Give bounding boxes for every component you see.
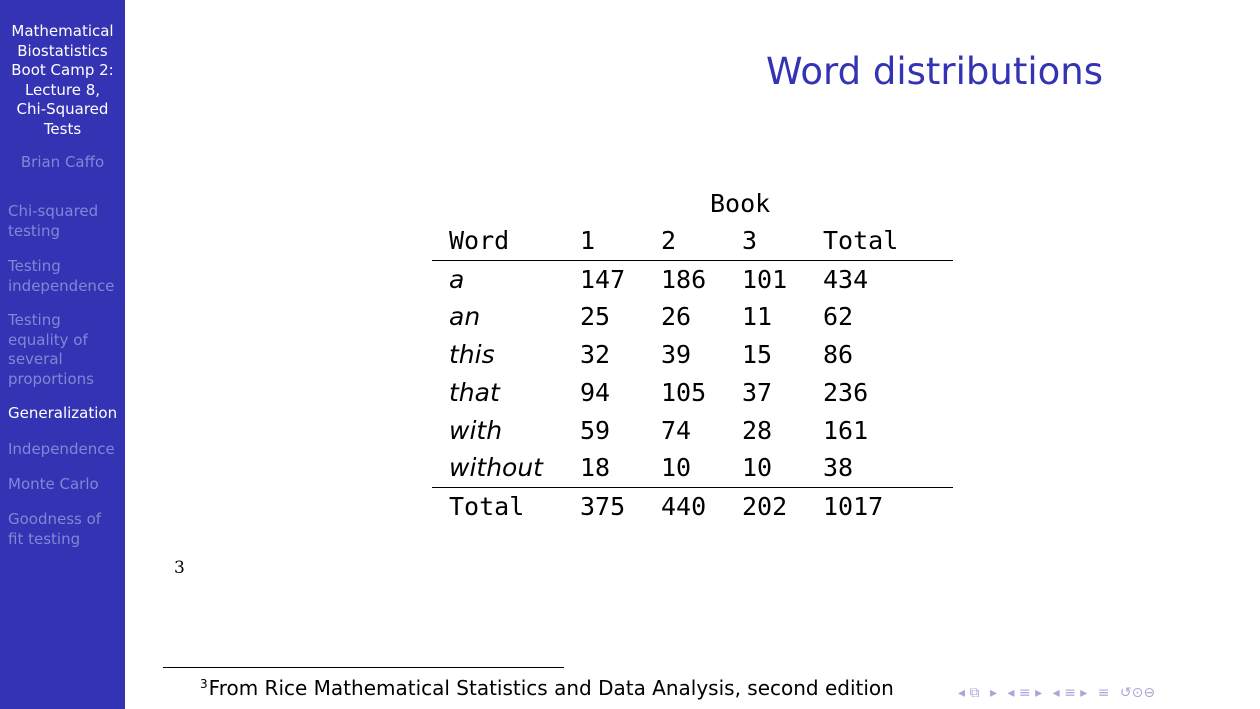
table-cell: 28 — [742, 415, 773, 445]
word-cell: this — [449, 340, 495, 370]
sidebar-section-line: Testing — [8, 257, 61, 275]
total-cell: 440 — [661, 491, 707, 521]
sidebar-section-line: testing — [8, 221, 61, 240]
nav-right-arrow-icon[interactable]: ▸ — [1080, 685, 1088, 701]
table-cell: 38 — [823, 449, 953, 487]
table-cell: 10 — [661, 449, 742, 487]
sidebar-title-line: Boot Camp 2: — [11, 61, 114, 79]
beamer-navigation — [958, 684, 1252, 702]
sidebar-section-line: equality of — [8, 330, 88, 349]
table-cell: 434 — [823, 264, 869, 294]
table-cell: 147 — [580, 264, 626, 294]
column-header: 1 — [580, 222, 661, 260]
data-table — [432, 222, 953, 526]
sidebar-section-independence[interactable] — [8, 440, 123, 460]
nav-left-arrow-icon[interactable]: ◂ — [1007, 685, 1015, 701]
table-cell: 15 — [742, 340, 773, 370]
table-row — [432, 412, 953, 450]
sidebar-section-line: Monte Carlo — [8, 475, 99, 493]
word-cell: a — [449, 264, 465, 294]
nav-search-icon[interactable]: ↺⊙⊖ — [1119, 685, 1156, 701]
table-cell: 94 — [580, 377, 611, 407]
sidebar-section-goodness-of-fit[interactable] — [8, 510, 123, 549]
total-cell: 375 — [580, 491, 626, 521]
table-cell: 32 — [580, 340, 611, 370]
table-cell: 18 — [580, 449, 661, 487]
table-super-header: Book — [710, 189, 771, 218]
table-cell: 105 — [661, 377, 707, 407]
word-cell: with — [449, 415, 503, 445]
nav-left-arrow-icon[interactable]: ◂ — [958, 685, 966, 701]
sidebar-section-line: Independence — [8, 440, 115, 458]
table-header-row — [432, 222, 953, 260]
table-row — [432, 449, 953, 487]
footnote — [200, 673, 894, 703]
nav-align-icon[interactable]: ≡ — [1097, 685, 1110, 701]
table-cell: 186 — [661, 264, 707, 294]
sidebar-section-line: fit testing — [8, 529, 81, 548]
table-row — [432, 298, 953, 336]
sidebar-section-chi-squared-testing[interactable] — [8, 202, 123, 241]
table-cell: 37 — [742, 377, 773, 407]
table-row — [432, 260, 953, 298]
sidebar-section-line: Chi-squared — [8, 202, 99, 220]
word-cell: an — [449, 302, 481, 332]
table-cell: 86 — [823, 340, 854, 370]
table-cell: 161 — [823, 415, 869, 445]
nav-frame-icon[interactable]: ⧉ — [969, 685, 980, 701]
column-header: Total — [823, 222, 953, 260]
sidebar-title-line: Biostatistics — [17, 41, 108, 60]
table-cell: 59 — [580, 415, 611, 445]
sidebar-title-line: Lecture 8, — [24, 80, 101, 99]
footnote-number: 3 — [200, 677, 208, 691]
sidebar-author[interactable]: Brian Caffo — [20, 153, 105, 171]
sidebar-section-line: several — [8, 350, 63, 368]
nav-right-arrow-icon[interactable]: ▸ — [1035, 685, 1043, 701]
nav-left-arrow-icon[interactable]: ◂ — [1052, 685, 1060, 701]
table-cell: 25 — [580, 302, 611, 332]
column-header: 2 — [661, 222, 742, 260]
table-cell: 11 — [742, 302, 773, 332]
nav-section-icon[interactable]: ≡ — [1064, 685, 1076, 701]
table-row — [432, 374, 953, 412]
word-distribution-table — [432, 185, 953, 526]
sidebar-section-line: Goodness of — [8, 510, 102, 528]
table-row — [432, 336, 953, 374]
sidebar-title-line: Mathematical — [11, 22, 114, 40]
table-cell: 236 — [823, 377, 869, 407]
table-cell: 62 — [823, 302, 854, 332]
word-cell: without — [432, 449, 580, 487]
total-cell: 202 — [742, 491, 788, 521]
word-cell: that — [449, 377, 500, 407]
sidebar-section-testing-independence[interactable] — [8, 257, 123, 296]
total-cell: 1017 — [823, 491, 884, 521]
nav-subsection-icon[interactable]: ≡ — [1018, 685, 1031, 701]
footnote-text: From Rice Mathematical Statistics and Data Analysis, second edition — [208, 676, 894, 700]
sidebar-presentation-title[interactable] — [4, 22, 121, 139]
sidebar-section-testing-equality[interactable] — [8, 311, 123, 389]
column-header: 3 — [742, 222, 823, 260]
table-cell: 26 — [661, 302, 692, 332]
total-label-cell: Total — [449, 491, 525, 521]
sidebar-title-line: Tests — [43, 119, 82, 138]
nav-right-arrow-icon[interactable]: ▸ — [989, 685, 997, 701]
sidebar-section-generalization[interactable] — [8, 404, 123, 424]
table-cell: 39 — [661, 340, 692, 370]
table-cell: 10 — [742, 449, 823, 487]
table-total-row — [432, 487, 953, 525]
sidebar — [0, 0, 125, 709]
sidebar-section-line: proportions — [8, 369, 94, 388]
sidebar-section-line: independence — [8, 276, 115, 295]
table-cell: 74 — [661, 415, 692, 445]
sidebar-section-line: Generalization — [8, 404, 118, 422]
footnote-marker: 3 — [174, 558, 185, 578]
column-header: Word — [432, 222, 580, 260]
sidebar-section-monte-carlo[interactable] — [8, 475, 123, 495]
slide-title: Word distributions — [766, 50, 1103, 93]
sidebar-title-line: Chi-Squared — [16, 100, 109, 118]
sidebar-section-line: Testing — [8, 311, 61, 329]
footnote-rule — [163, 667, 564, 668]
table-cell: 101 — [742, 264, 788, 294]
